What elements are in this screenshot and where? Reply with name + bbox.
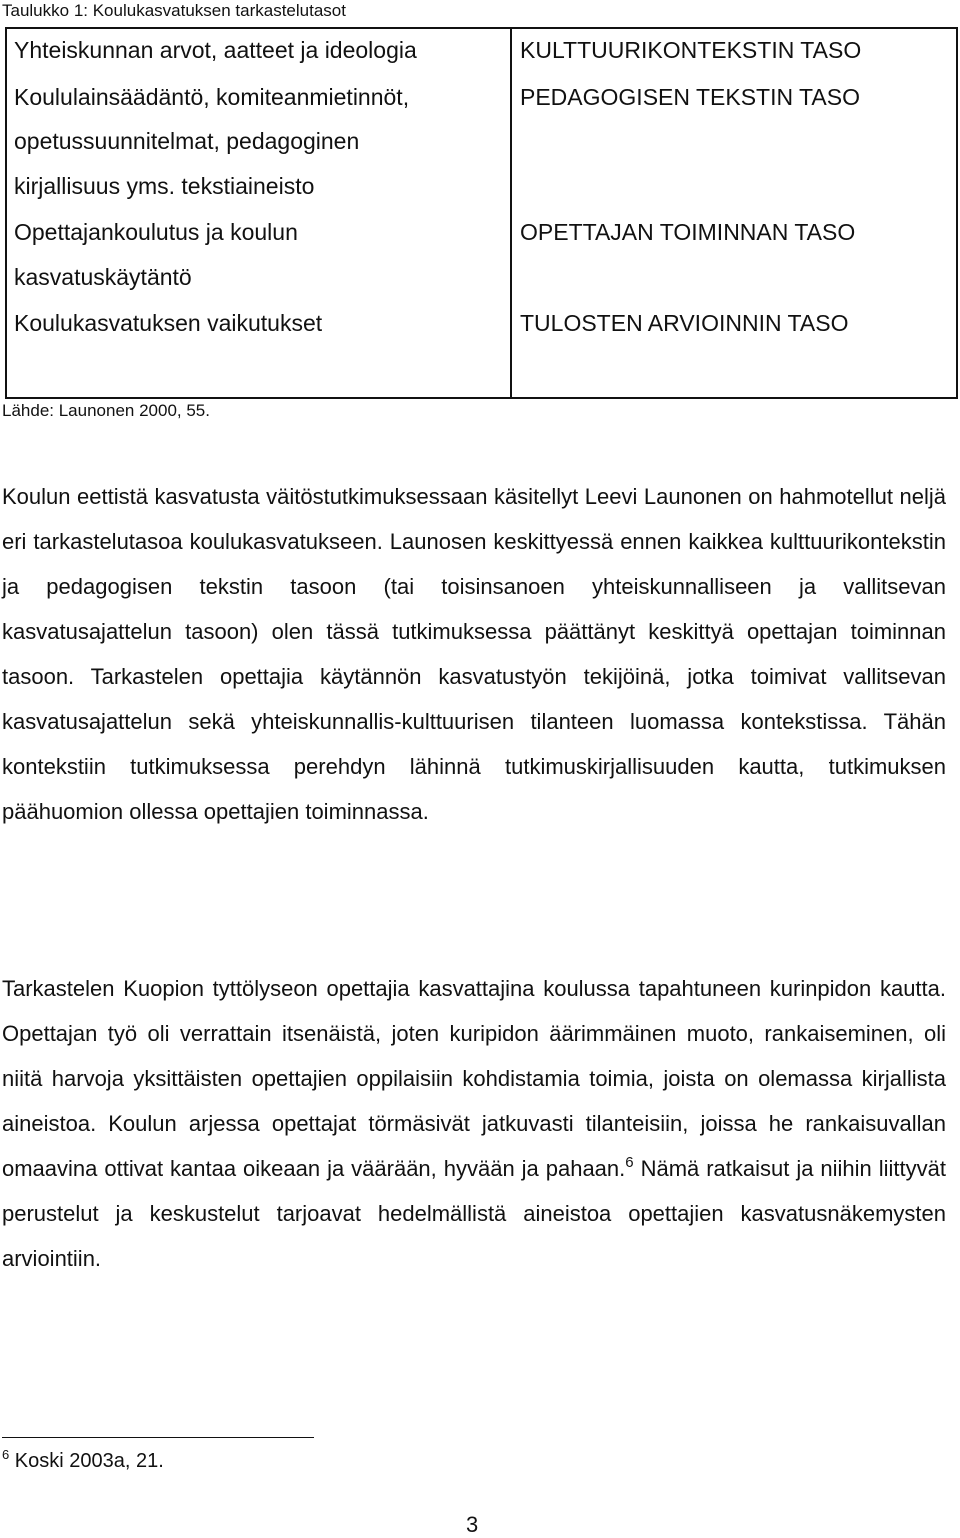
table-caption: Taulukko 1: Koulukasvatuksen tarkastelutasot xyxy=(2,1,346,20)
paragraph-2 xyxy=(2,966,946,1281)
level-pedagogical-text: PEDAGOGISEN TEKSTIN TASO xyxy=(520,84,860,110)
table-left-row-2: Koululainsäädäntö, komiteanmietinnöt, xyxy=(14,84,410,110)
table-left-row-6: kasvatuskäytäntö xyxy=(14,264,192,290)
table-left-row-1: Yhteiskunnan arvot, aatteet ja ideologia xyxy=(14,37,417,63)
footnote-text: Koski 2003a, 21. xyxy=(9,1450,164,1472)
paragraph-2-part-1: Tarkastelen Kuopion tyttölyseon opettajia kasvattajina koulussa tapahtuneen kurinpidon kautta. Opettajan työ oli verrattain itsenäistä, joten kuripidon äärimmäinen muoto, rankaiseminen, oli niitä harvoja yksittäisten opettajien oppilaisiin kohdistamia toimia, joista on olemassa kirjallista aineistoa. Koulun arjessa opettajat törmäsivät jatkuvasti tilanteisiin, joissa he rankaisuvallan omaavina ottivat kantaa oikeaan ja väärään, hyvään ja pahaan. xyxy=(2,976,946,1181)
footnote-reference: 6 xyxy=(625,1154,634,1171)
table-source: Lähde: Launonen 2000, 55. xyxy=(2,401,210,420)
table-left-row-3: opetussuunnitelmat, pedagoginen xyxy=(14,128,360,154)
levels-table xyxy=(5,27,958,399)
level-teacher-action: OPETTAJAN TOIMINNAN TASO xyxy=(520,219,856,245)
paragraph-1: Koulun eettistä kasvatusta väitöstutkimuksessaan käsitellyt Leevi Launonen on hahmotellut neljä eri tarkastelutasoa koulukasvatukseen. Launosen keskittyessä ennen kaikkea kulttuurikontekstin ja pedagogisen tekstin tasoon (tai toisinsanoen yhteiskunnalliseen ja vallitsevan kasvatusajattelun tasoon) olen tässä tutkimuksessa päättänyt keskittyä opettajan toiminnan tasoon. Tarkastelen opettajia käytännön kasvatustyön tekijöinä, jotka toimivat vallitsevan kasvatusajattelun sekä yhteiskunnallis-kulttuurisen tilanteen luomassa kontekstissa. Tähän kontekstiin tutkimuksessa perehdyn lähinnä tutkimuskirjallisuuden kautta, tutkimuksen päähuomion ollessa opettajien toiminnassa. xyxy=(2,484,946,824)
level-results-evaluation: TULOSTEN ARVIOINNIN TASO xyxy=(520,310,849,336)
footnote xyxy=(2,1449,164,1473)
footnote-separator xyxy=(2,1437,314,1438)
footnote-number: 6 xyxy=(2,1447,10,1462)
paragraph-2-part-2: Nämä ratkaisut ja niihin liittyvät perustelut ja keskustelut tarjoavat hedelmällistä aineistoa opettajien kasvatusnäkemysten arviointiin. xyxy=(2,1156,946,1271)
level-culture-context: KULTTUURIKONTEKSTIN TASO xyxy=(520,37,862,63)
table-left-row-5: Opettajankoulutus ja koulun xyxy=(14,219,298,245)
table-divider xyxy=(510,27,512,399)
table-left-row-4: kirjallisuus yms. tekstiaineisto xyxy=(14,173,315,199)
table-left-row-7: Koulukasvatuksen vaikutukset xyxy=(14,310,323,336)
page-number: 3 xyxy=(466,1512,479,1537)
